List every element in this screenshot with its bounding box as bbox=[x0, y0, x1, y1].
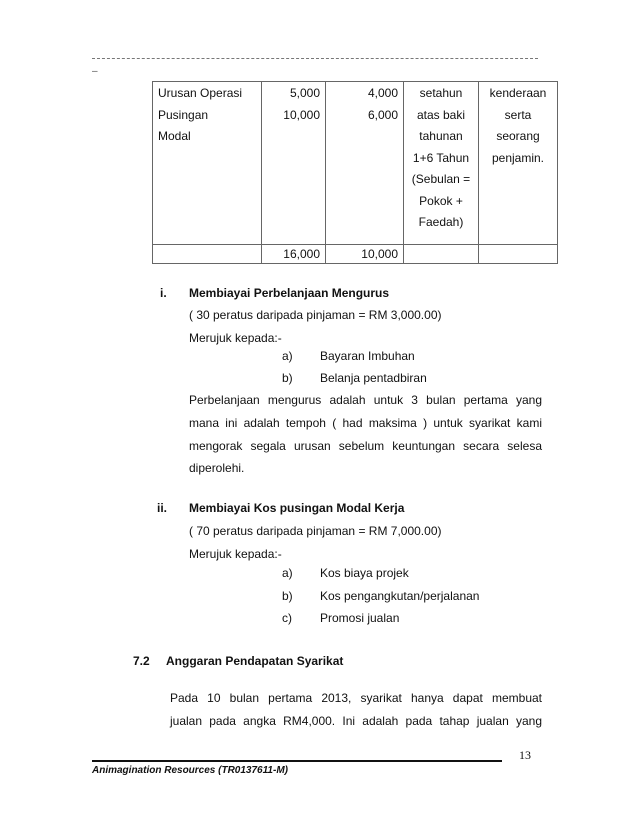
table-cell-amount-1 bbox=[262, 82, 326, 245]
section-ii-ref: Merujuk kepada:- bbox=[189, 547, 282, 561]
list-item: Belanja pentadbiran bbox=[320, 371, 427, 385]
list-item: Kos pengangkutan/perjalanan bbox=[320, 589, 480, 603]
cell-line: kenderaan bbox=[489, 86, 547, 100]
paragraph-line: Perbelanjaan mengurus adalah untuk 3 bulan pertama yang bbox=[189, 393, 542, 407]
total-cell-item bbox=[153, 244, 262, 263]
section-i-ref: Merujuk kepada:- bbox=[189, 331, 282, 345]
footer-rule bbox=[92, 760, 502, 762]
cell-line: Modal bbox=[158, 129, 191, 143]
footer-company: Animagination Resources (TR0137611-M) bbox=[92, 765, 288, 776]
cell-line: 1+6 Tahun bbox=[412, 150, 470, 165]
section-number: 7.2 bbox=[133, 654, 150, 668]
cell-line: tahunan bbox=[419, 129, 463, 143]
paragraph-line: mana ini adalah tempoh ( had maksima ) untuk syarikat kami bbox=[189, 416, 542, 430]
total-cell-collateral bbox=[479, 244, 558, 263]
section-ii-numeral: ii. bbox=[157, 501, 168, 515]
cell-line: setahun bbox=[419, 86, 463, 100]
list-label: c) bbox=[282, 611, 292, 625]
cell-line: 4,000 bbox=[367, 86, 398, 100]
table-cell-amount-2 bbox=[326, 82, 404, 245]
list-label: b) bbox=[282, 589, 293, 603]
section-i-numeral: i. bbox=[160, 286, 167, 300]
total-cell-amount-2: 10,000 bbox=[326, 244, 404, 263]
header-rule bbox=[92, 58, 538, 59]
section-ii-title: Membiayai Kos pusingan Modal Kerja bbox=[189, 501, 405, 515]
cell-line: 5,000 bbox=[289, 86, 320, 100]
cell-line: Pokok + bbox=[419, 193, 463, 208]
cell-line: 6,000 bbox=[367, 107, 398, 122]
paragraph-line: mengorak segala urusan sebelum keuntungan secara selesa bbox=[189, 439, 542, 453]
cell-line: Faedah) bbox=[418, 215, 464, 229]
cell-line: atas baki bbox=[416, 107, 466, 122]
page-number: 13 bbox=[519, 748, 531, 762]
section-title: Anggaran Pendapatan Syarikat bbox=[166, 654, 344, 668]
table-cell-period bbox=[404, 82, 479, 245]
cell-line: Urusan Operasi bbox=[158, 86, 243, 100]
table-cell-item bbox=[153, 82, 262, 245]
paragraph-line: Pada 10 bulan pertama 2013, syarikat hanya dapat membuat bbox=[170, 691, 542, 705]
list-label: a) bbox=[282, 349, 293, 363]
header-mark: – bbox=[92, 66, 98, 77]
section-i-note: ( 30 peratus daripada pinjaman = RM 3,000.00) bbox=[189, 308, 442, 322]
financing-table bbox=[152, 81, 558, 264]
list-label: a) bbox=[282, 566, 293, 580]
total-cell-period bbox=[404, 244, 479, 263]
total-cell-amount-1: 16,000 bbox=[262, 244, 326, 263]
table-row bbox=[153, 82, 558, 245]
cell-line: penjamin. bbox=[491, 150, 545, 165]
list-item: Promosi jualan bbox=[320, 611, 400, 625]
paragraph-line: jualan pada angka RM4,000. Ini adalah pada tahap jualan yang bbox=[170, 714, 542, 728]
section-ii-note: ( 70 peratus daripada pinjaman = RM 7,000.00) bbox=[189, 524, 442, 538]
table-total-row bbox=[153, 244, 558, 263]
cell-line: seorang bbox=[496, 129, 540, 143]
cell-line: serta bbox=[504, 107, 532, 122]
list-label: b) bbox=[282, 371, 293, 385]
cell-line: 10,000 bbox=[283, 107, 320, 122]
cell-line: (Sebulan = bbox=[411, 172, 471, 186]
table-cell-collateral bbox=[479, 82, 558, 245]
section-i-title: Membiayai Perbelanjaan Mengurus bbox=[189, 286, 390, 300]
paragraph-line: diperolehi. bbox=[189, 461, 245, 475]
list-item: Kos biaya projek bbox=[320, 566, 409, 580]
list-item: Bayaran Imbuhan bbox=[320, 349, 415, 363]
cell-line: Pusingan bbox=[158, 107, 209, 122]
